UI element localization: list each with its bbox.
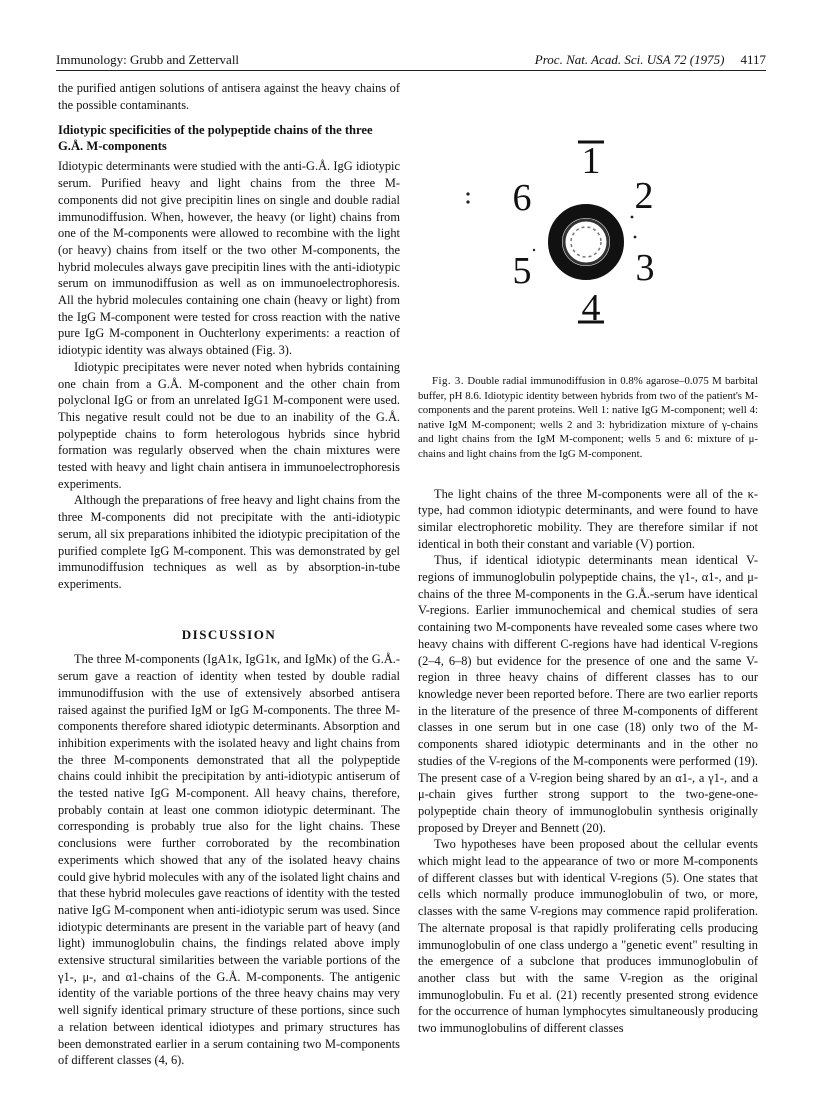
speck xyxy=(466,192,469,195)
section-heading-idiotypic: Idiotypic specificities of the polypeptide chains of the three G.Å. M-components xyxy=(58,123,373,153)
immunodiffusion-plate xyxy=(418,80,758,368)
section-heading-discussion: DISCUSSION xyxy=(181,626,277,642)
well-label-3: 3 xyxy=(635,247,655,289)
paragraph: The light chains of the three M-components were all of the κ-type, had common idiotypic determinants, and were found to have similar electrophoretic mobility. They are therefore similar if not identical in both their constant and variable (V) portion. xyxy=(418,486,758,551)
paragraph: The three M-components (IgA1κ, IgG1κ, and IgMκ) of the G.Å.-serum gave a reaction of identity when tested by double radial immunodiffusion with the use of extensively absorbed antisera raised against the purified IgM or IgG M-components. The three M-components therefore shared idiotypic determinants. Absorption and inhibition experiments with the isolated heavy and light chains from the three M-components demonstrated that all the polypeptide chains could inhibit the precipitation by anti-idiotypic antiserum of the tested native IgG M-component. All heavy chains, therefore, probably contain at least one common idiotypic determinant. The corresponding is probably true also for the light chains. These conclusions were further corroborated by the recombination experiments which showed that any of the isolated heavy chains could give hybrid molecules with any of the isolated light chains and that these hybrid molecules gave reactions of identity with the tested native IgG M-component when anti-idiotypic serum was used. Since idiotypic determinants are present in the variable part of heavy (and light) immunoglobulin chains, the findings related above imply extensive structural similarities between the variable portions of the γ1-, μ-, and α1-chains of the G.Å. M-components. The antigenic identity of the variable portions of the three heavy chains may very well signify identical primary structure of these portions, since such a relation between identical idiotypes and primary structures has been demonstrated earlier in a serum containing two M-components of different classes (4, 6). xyxy=(58,652,400,1068)
caption-label: Fig. 3. xyxy=(432,375,465,387)
running-header xyxy=(56,52,766,71)
speck xyxy=(466,200,469,203)
header-citation xyxy=(535,52,766,68)
paragraph: Idiotypic precipitates were never noted when hybrids containing one chain from a G.Å. M-component and the other chain from polyclonal IgG or from an unrelated IgG1 M-component were used. This negative result could not be due to an inability of the G.Å. polypeptide chains to form heterologous hybrids since hybrid formation was regularly observed when the chain mixtures were tested with heavy and light chain antisera in immunoelectrophoresis experiments. xyxy=(58,359,400,491)
well-label-4: 4 xyxy=(581,287,601,329)
figure-3 xyxy=(418,80,758,368)
right-column xyxy=(418,80,758,1037)
figure-caption xyxy=(418,374,758,462)
well-label-5: 5 xyxy=(512,250,532,292)
well-label-2: 2 xyxy=(634,175,654,217)
well-label-6: 6 xyxy=(512,177,532,219)
paragraph: Thus, if identical idiotypic determinants mean identical V-regions of immunoglobulin polypeptide chains, the γ1-, α1-, and μ-chains of the three M-components in the G.Å.-serum have identical V-regions. Earlier immunochemical and chemical studies of sera containing two M-components have revealed some cases where two heavy chains with different C-regions have had identical V-regions (2–4, 6–8) but evidence for the presence of one and the same V-region in three heavy chains of different classes has to our knowledge never been reported before. There are two earlier reports in the literature of the presence of three M-components of different classes in one serum but in one case (18) only two of the M-components shared idiotypic determinants and in the other no studies of the V-regions of the M-components were performed (19). The present case of a V-region being shared by an α1-, a γ1-, and a μ-chain gives further strong support to the two-gene-one-polypeptide chain theory of immunoglobulin synthesis originally proposed by Dreyer and Bennett (20). xyxy=(418,553,758,835)
paragraph: Although the preparations of free heavy and light chains from the three M-components did not precipitate with the anti-idiotypic serum, all six preparations inhibited the idiotypic precipitation of the purified complete IgG M-component. This was demonstrated by gel immunodiffusion techniques as well as by absorption-in-tube experiments. xyxy=(58,493,400,591)
speck xyxy=(634,236,637,239)
page-number: 4117 xyxy=(740,52,766,67)
header-authors: Immunology: Grubb and Zettervall xyxy=(56,52,240,67)
paragraph: Two hypotheses have been proposed about the cellular events which might lead to the appearance of two or more M-components of different classes but with identical V-regions (5). One states that cells which normally produce immunoglobulin of two, or more, classes with the same V-regions may commence rapid proliferation. The alternate proposal is that rapidly proliferating cells producing immunoglobulin of one class undergo a "genetic event" resulting in the emergence of a subclone that produces immunoglobulin of another class but with the same V-region as the original immunoglobulin. Fu et al. (21) recently presented strong evidence for the occurrence of human lymphocytes simultaneously producing two immunoglobulins of different classes xyxy=(418,837,758,1036)
speck xyxy=(533,249,535,251)
header-journal: Proc. Nat. Acad. Sci. USA 72 (1975) xyxy=(534,52,725,67)
intro-paragraph: the purified antigen solutions of antisera against the heavy chains of the possible contaminants. xyxy=(58,81,400,112)
paragraph: Idiotypic determinants were studied with the anti-G.Å. IgG idiotypic serum. Purified heavy and light chains from the three M-components did not give precipitin lines on single and double radial immunodiffusion. When, however, the heavy (or light) chains from one of the M-components were allowed to recombine with the light (or heavy) chains from itself or the two other M-components, the hybrid molecules always gave precipitin lines with the anti-idiotypic serum on immunodiffusion as well as on immunoelectrophoresis. All the hybrid molecules containing one chain (heavy or light) from the IgG M-component were tested for cross reaction with the native pure IgG M-component in Ouchterlony experiments: a reaction of idiotypic identity was always obtained (Fig. 3). xyxy=(58,159,400,358)
speck xyxy=(631,216,634,219)
caption-text: Double radial immunodiffusion in 0.8% agarose–0.075 M barbital buffer, pH 8.6. Idiotypic identity between hybrids from two of the patient's M-components and the parent proteins. Well 1: native IgG M-component; well 4: native IgM M-component; wells 2 and 3: hybridization mixture of γ-chains and light chains from the IgM M-component; wells 5 and 6: mixture of μ-chains and light chains from the IgG M-component. xyxy=(418,375,759,460)
left-column xyxy=(58,80,400,1069)
well-label-1: 1 xyxy=(581,140,601,182)
